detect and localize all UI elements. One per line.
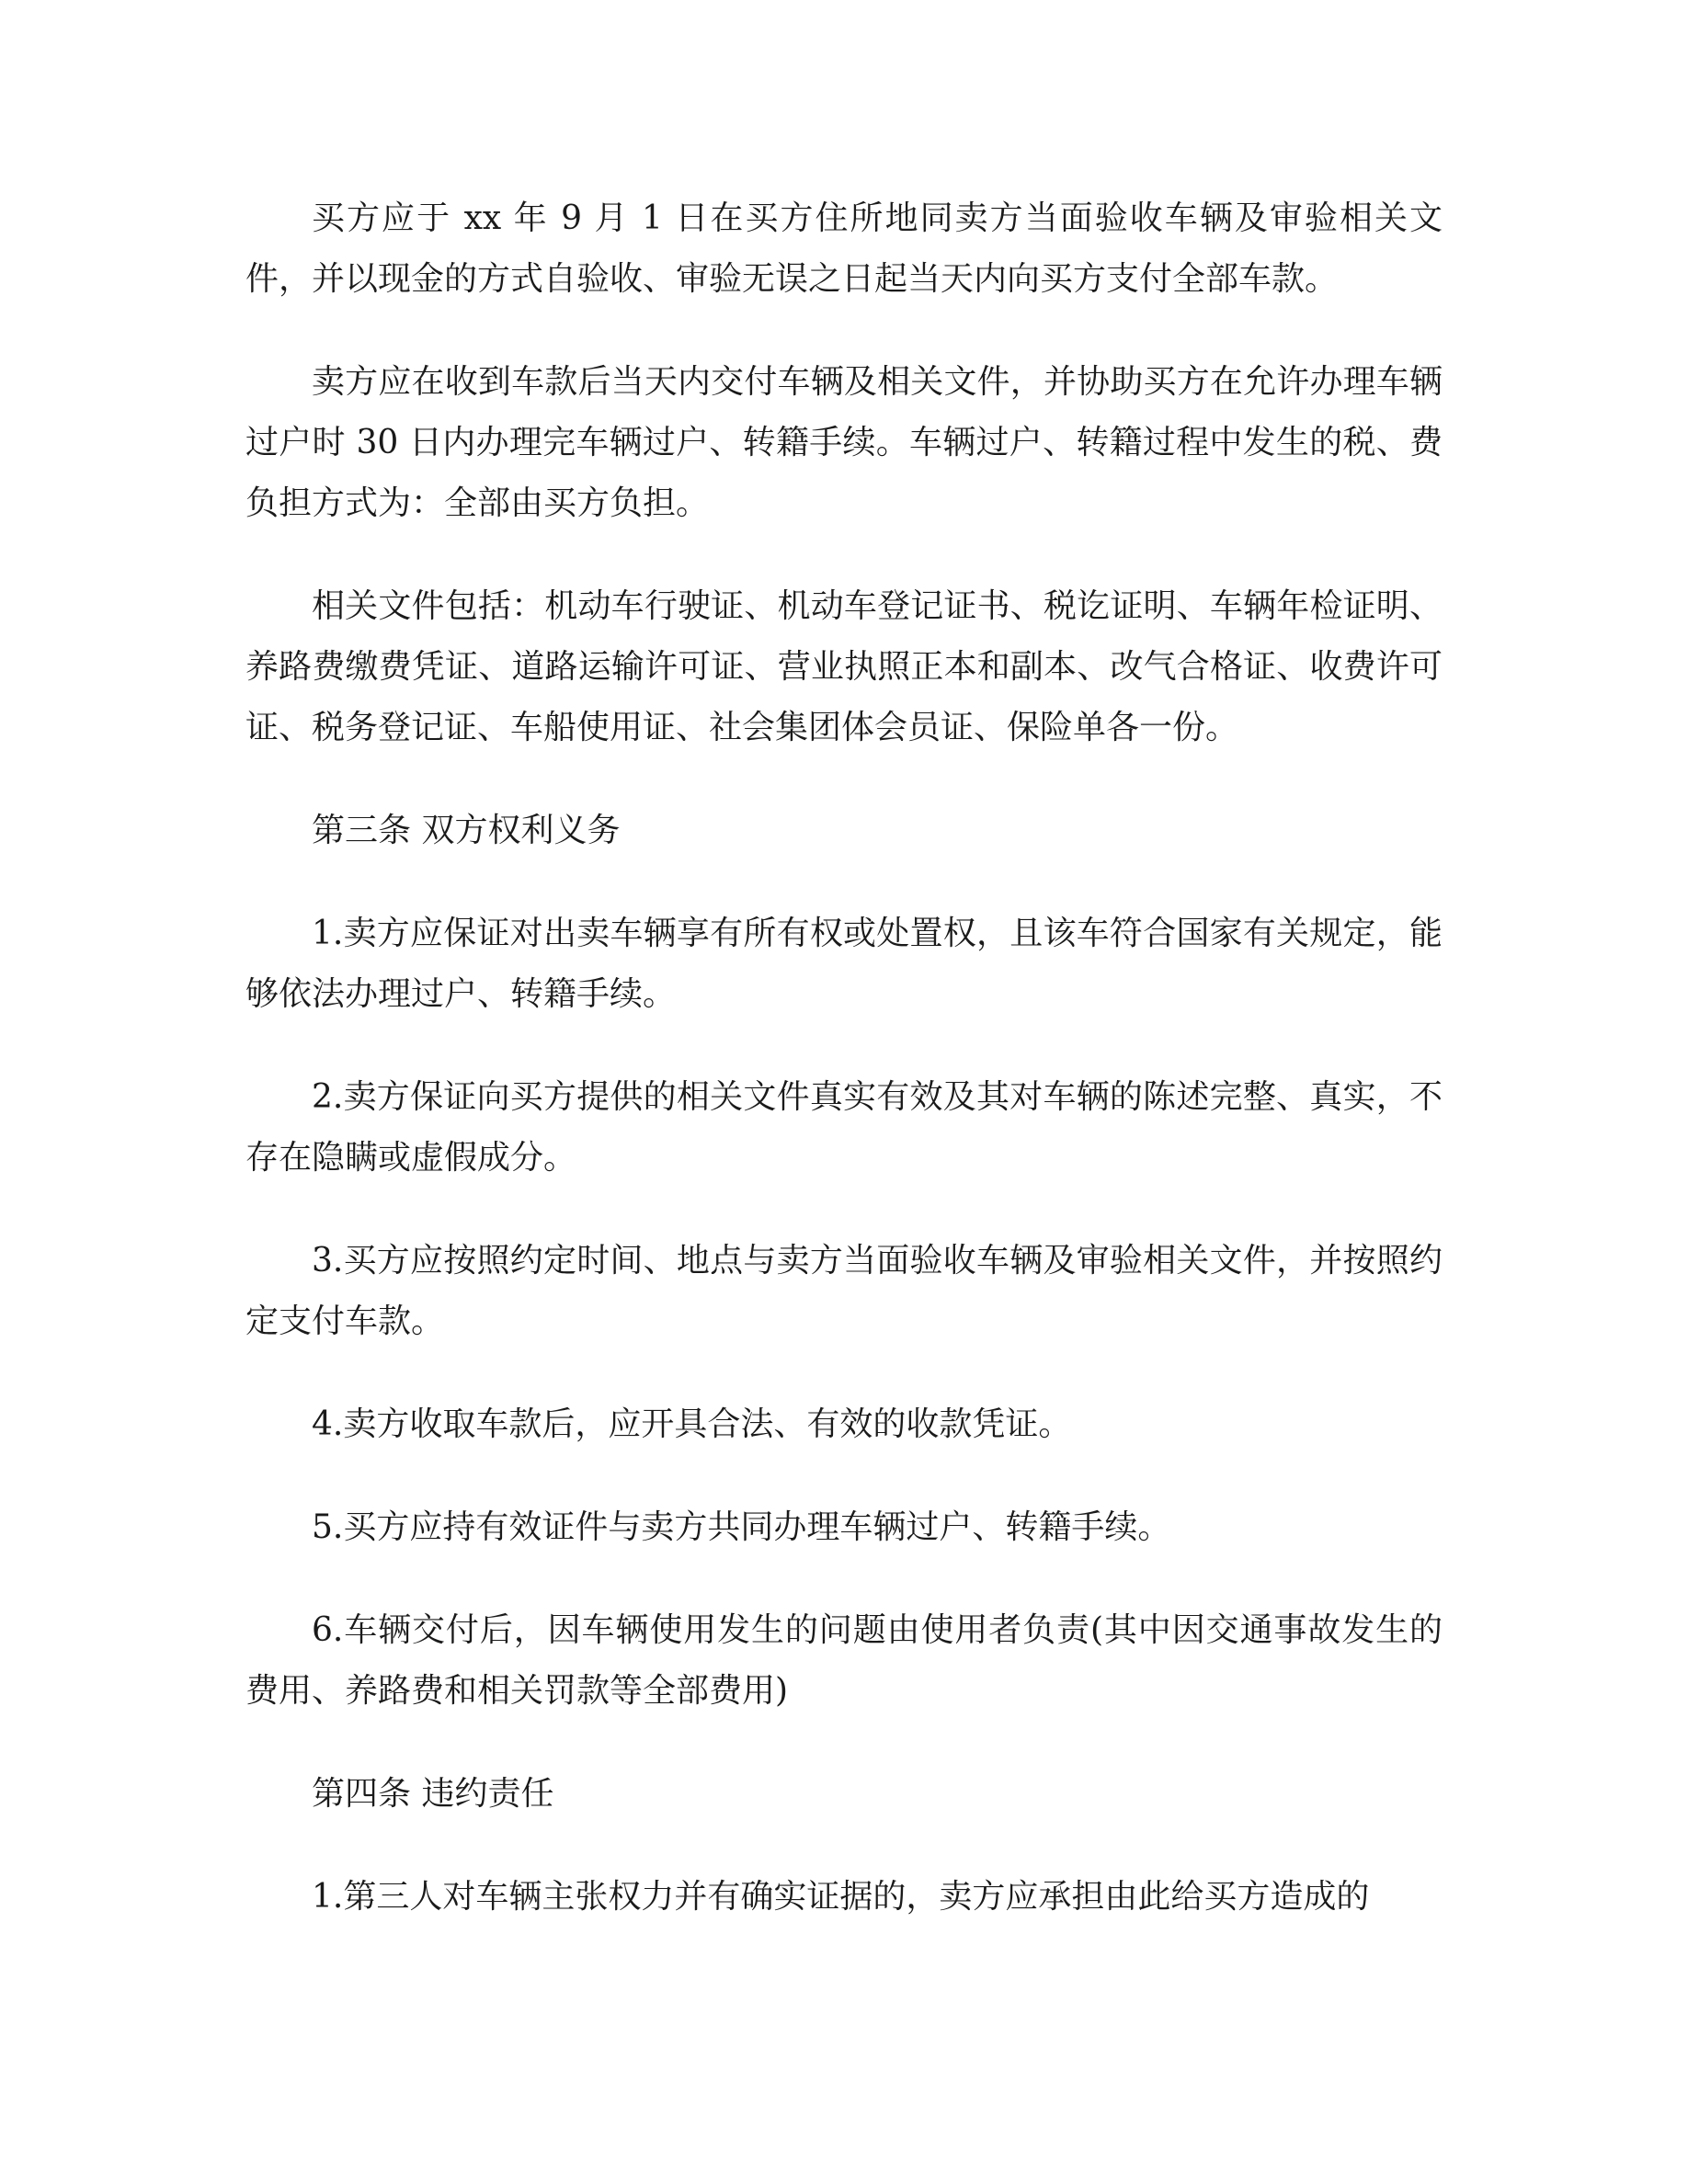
paragraph-delivery-transfer: 卖方应在收到车款后当天内交付车辆及相关文件，并协助买方在允许办理车辆过户时 30 日内办理完车辆过户、转籍手续。车辆过户、转籍过程中发生的税、费负担方式为：全部由买方负担。: [245, 363, 1443, 522]
paragraph-related-documents: 相关文件包括：机动车行驶证、机动车登记证书、税讫证明、车辆年检证明、养路费缴费凭证、道路运输许可证、营业执照正本和副本、改气合格证、收费许可证、税务登记证、车船使用证、社会集团体会员证、保险单各一份。: [245, 587, 1443, 746]
document-body: [245, 188, 1443, 1928]
clause-3-4: 4.卖方收取车款后，应开具合法、有效的收款凭证。: [312, 1405, 1072, 1443]
section-heading-article-3: 第三条 双方权利义务: [312, 812, 621, 849]
clause-3-5: 5.买方应持有效证件与卖方共同办理车辆过户、转籍手续。: [312, 1508, 1171, 1546]
clause-4-1: 1.第三人对车辆主张权力并有确实证据的，卖方应承担由此给买方造成的: [312, 1878, 1370, 1916]
clause-3-1: 1.卖方应保证对出卖车辆享有所有权或处置权，且该车符合国家有关规定，能够依法办理过户、转籍手续。: [245, 915, 1443, 1013]
section-heading-article-4: 第四条 违约责任: [312, 1775, 554, 1813]
paragraph-inspection-payment: 买方应于 xx 年 9 月 1 日在买方住所地同卖方当面验收车辆及审验相关文件，并以现金的方式自验收、审验无误之日起当天内向买方支付全部车款。: [245, 199, 1443, 298]
clause-3-3: 3.买方应按照约定时间、地点与卖方当面验收车辆及审验相关文件，并按照约定支付车款。: [245, 1242, 1443, 1340]
clause-3-6: 6.车辆交付后，因车辆使用发生的问题由使用者负责(其中因交通事故发生的费用、养路费和相关罚款等全部费用): [245, 1611, 1443, 1710]
clause-3-2: 2.卖方保证向买方提供的相关文件真实有效及其对车辆的陈述完整、真实，不存在隐瞒或虚假成分。: [245, 1078, 1443, 1177]
